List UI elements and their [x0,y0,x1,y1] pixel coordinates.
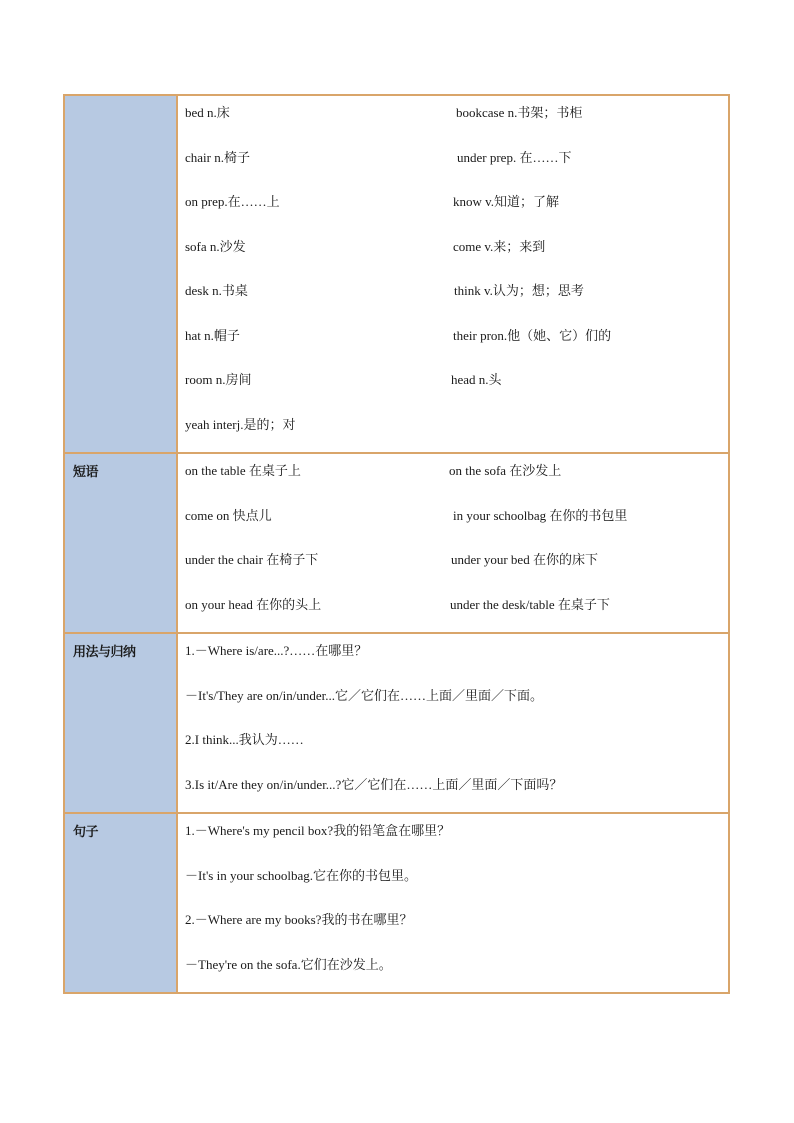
usage-line [178,768,728,813]
word-left: chair n.椅子 [185,149,250,165]
word-left: bed n.床 [185,105,230,120]
words-label-cell [64,95,177,453]
words-row [64,95,729,453]
sentences-label-cell [64,813,177,993]
usage-text: －It's/They are on/in/under...它／它们在……上面／里面／下面。 [185,687,544,703]
sentence-line [178,814,728,859]
word-right: think v.认为；想；思考 [454,283,584,298]
phrase-right: in your schoolbag 在你的书包里 [453,507,628,523]
vocabulary-sheet [63,94,730,994]
usage-line [178,723,728,768]
words-label [65,96,176,107]
word-pair [178,141,728,186]
word-right: come v.来；来到 [453,238,546,254]
word-pair [178,408,728,453]
phrase-pair [178,499,728,544]
phrase-right: under your bed 在你的床下 [451,552,598,567]
phrases-content [177,453,729,633]
usage-label: 用法与归纳 [73,645,136,660]
word-left: desk n.书桌 [185,283,248,298]
word-left: room n.房间 [185,372,252,387]
phrases-label: 短语 [73,465,99,480]
phrase-pair [178,543,728,588]
sentence-line [178,903,728,948]
usage-line [178,679,728,724]
words-content [177,95,729,453]
phrase-pair [178,588,728,633]
usage-content [177,633,729,813]
sentence-line [178,948,728,993]
phrases-label-cell [64,453,177,633]
phrase-pair [178,454,728,499]
word-right: under prep. 在……下 [457,149,572,165]
word-right: their pron.他（她、它）们的 [453,327,612,343]
word-pair [178,185,728,230]
usage-text: 3.Is it/Are they on/in/under...?它／它们在……上面／里面／下面吗？ [185,776,563,792]
word-pair [178,230,728,275]
phrase-right: under the desk/table 在桌子下 [450,596,610,612]
usage-row [64,633,729,813]
phrases-row [64,453,729,633]
phrase-right: on the sofa 在沙发上 [449,463,562,478]
phrase-left: come on 快点儿 [185,507,272,523]
usage-line [178,634,728,679]
word-pair [178,96,728,141]
word-right: know v.知道；了解 [453,194,560,209]
vocabulary-table [63,94,730,994]
usage-text: 1.－Where is/are...?……在哪里？ [185,643,368,658]
phrase-left: under the chair 在椅子下 [185,552,319,567]
phrase-left: on the table 在桌子上 [185,463,301,478]
word-left: yeah interj.是的；对 [185,416,296,432]
word-pair [178,319,728,364]
sentences-content [177,813,729,993]
word-left: sofa n.沙发 [185,238,246,254]
sentence-line [178,859,728,904]
sentences-label: 句子 [73,825,99,840]
word-right: head n.头 [451,372,502,387]
word-right: bookcase n.书架；书柜 [456,105,583,120]
word-left: on prep.在……上 [185,194,280,209]
word-left: hat n.帽子 [185,327,240,343]
word-pair [178,363,728,408]
usage-label-cell [64,633,177,813]
sentence-text: 2.－Where are my books?我的书在哪里？ [185,912,413,927]
phrase-left: on your head 在你的头上 [185,596,322,612]
sentence-text: －They're on the sofa.它们在沙发上。 [185,956,392,972]
sentence-text: 1.－Where's my pencil box?我的铅笔盒在哪里？ [185,823,451,838]
word-pair [178,274,728,319]
usage-text: 2.I think...我认为…… [185,732,304,747]
sentence-text: －It's in your schoolbag.它在你的书包里。 [185,867,417,883]
sentences-row [64,813,729,993]
